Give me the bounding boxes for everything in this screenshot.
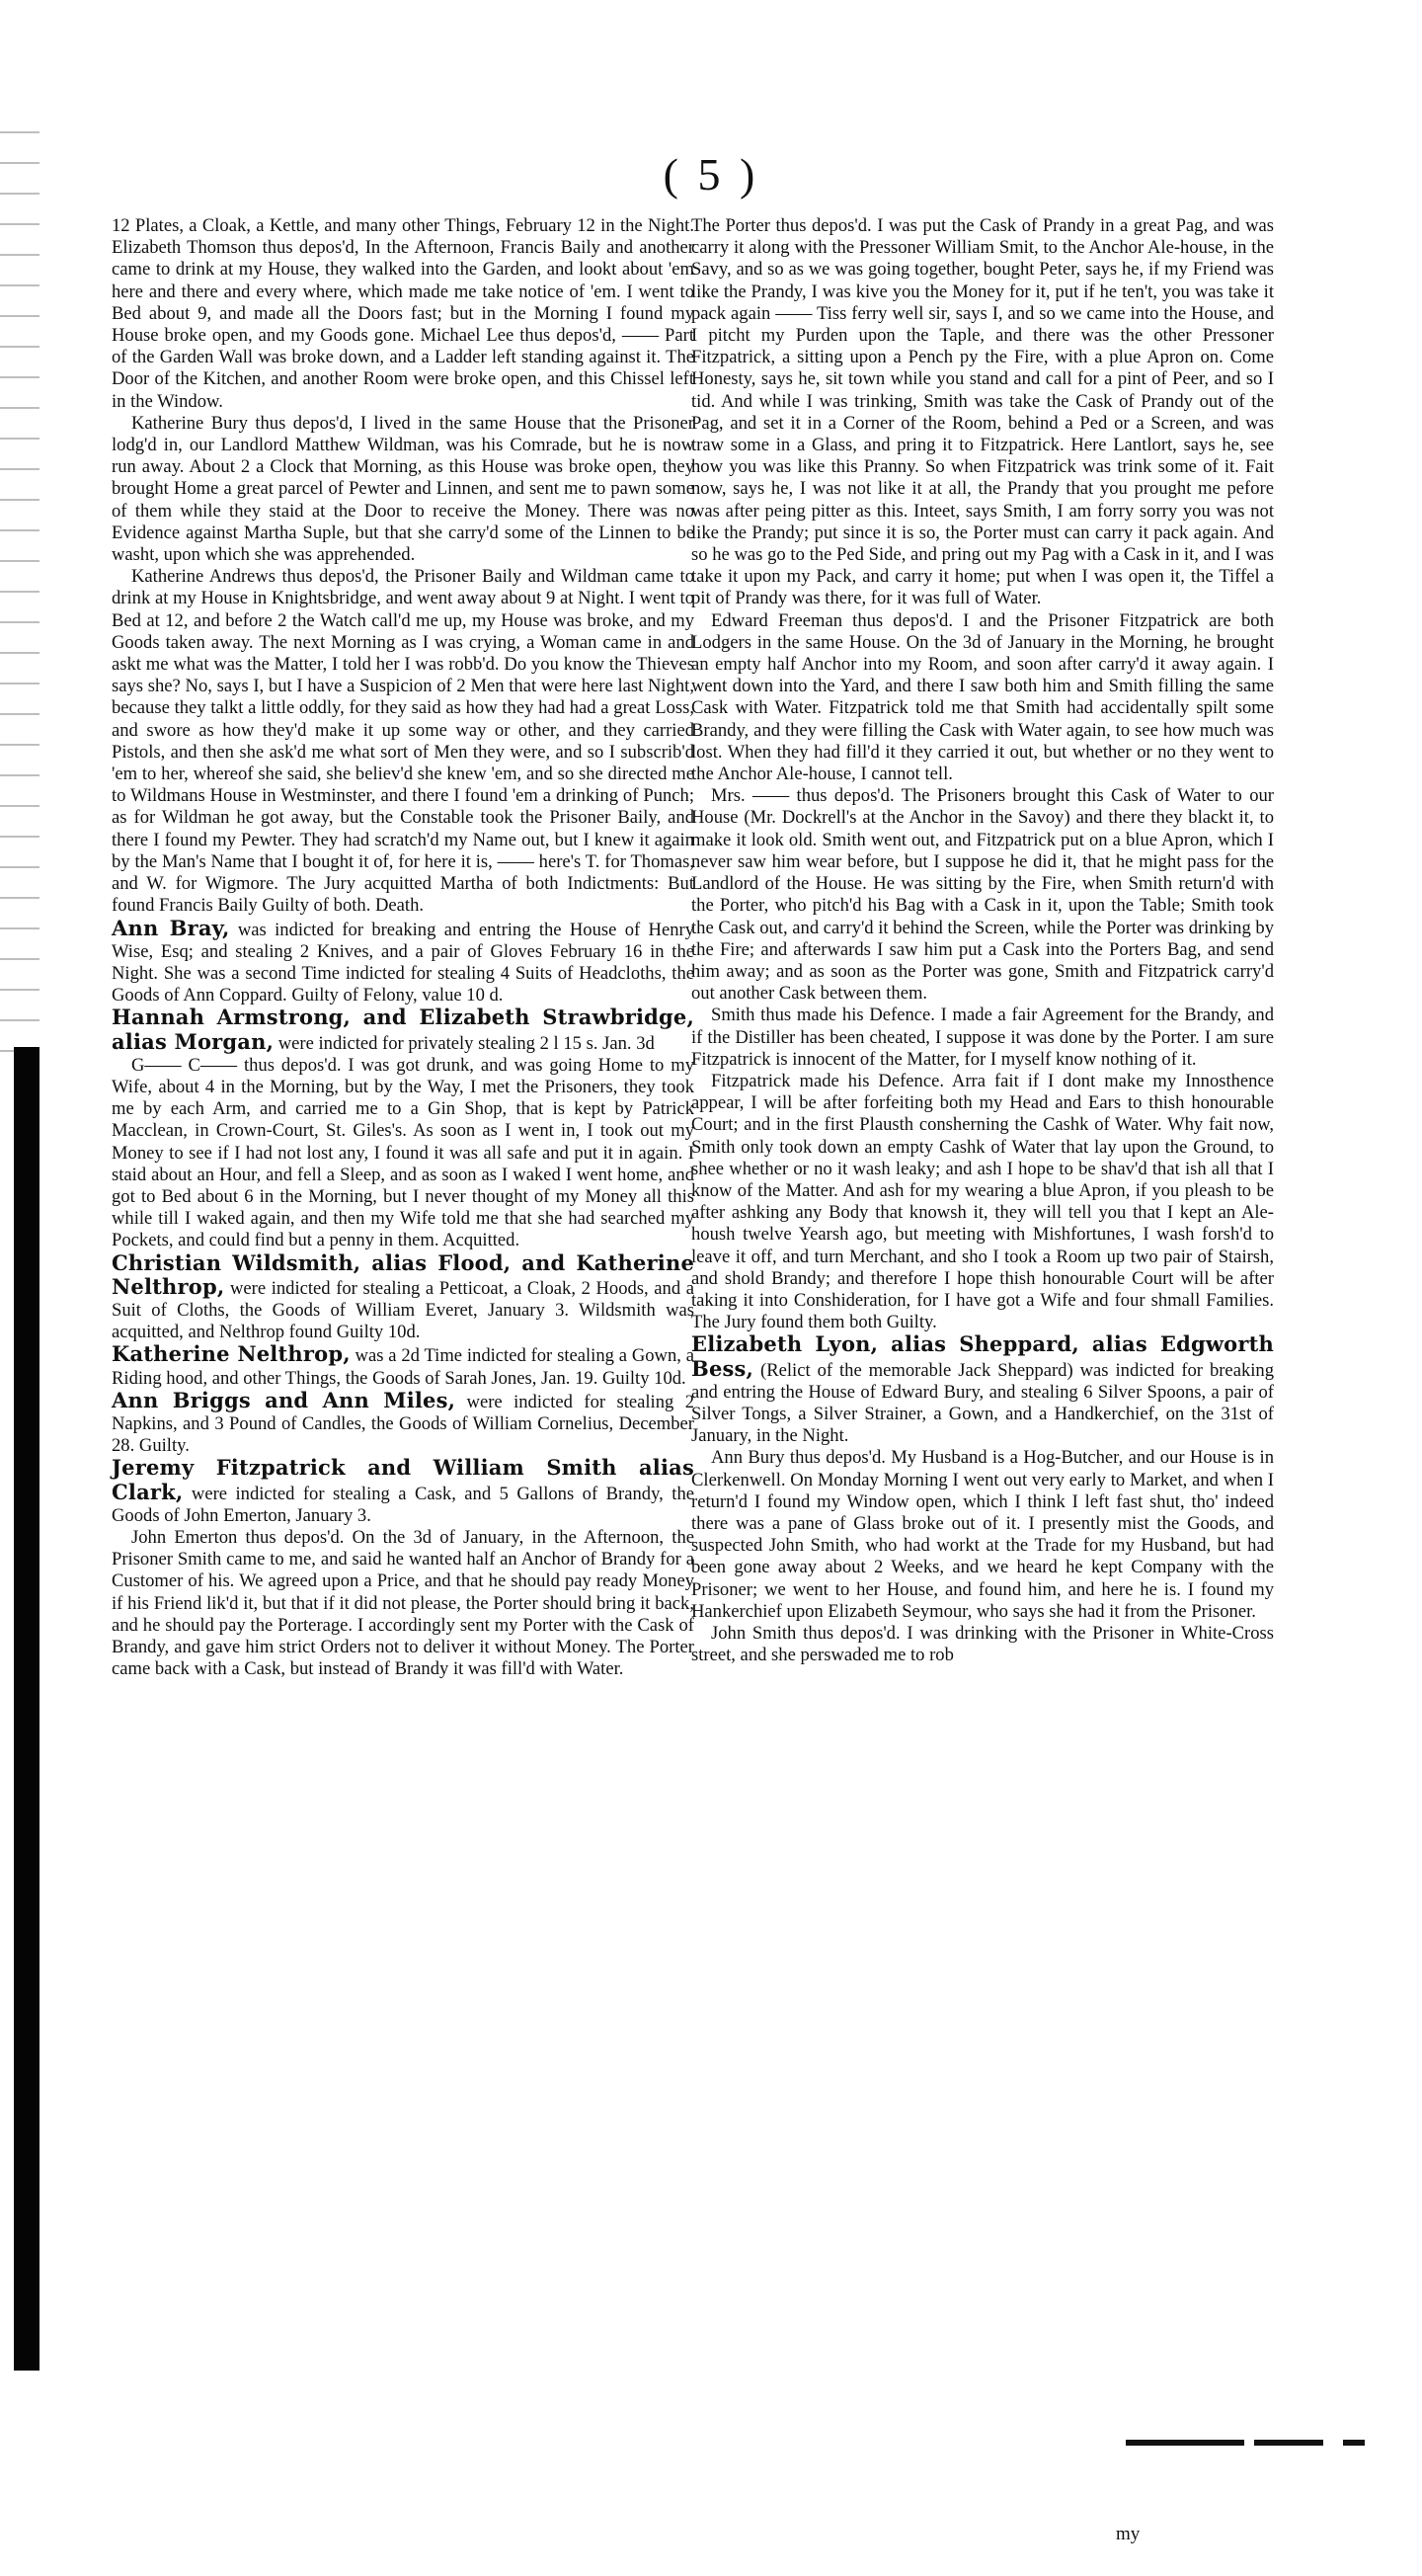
paragraph-emerton-deposition: John Emerton thus depos'd. On the 3d of January, in the Afternoon, the Prisoner Smith came to me, and said he wanted half an Anchor of Brandy for a Customer of his. We agreed upon a Price, and that he should pay ready Money if his Friend lik'd it, but that if it did not please, the Porter should bring it back, and he should pay the Porterage. I accordingly sent my Porter with the Cask of Brandy, and gave him strict Orders not to deliver it without Money. The Porter came back with a Cask, but instead of Brandy it was fill'd with Water.	[112, 1526, 694, 1680]
paragraph-smith-defence: Smith thus made his Defence. I made a fair Agreement for the Brandy, and if the Distiller has been cheated, I suppose it was done by the Porter. I am sure Fitzpatrick is innocent of the Matter, for I myself know nothing of it.	[691, 1005, 1274, 1070]
paragraph-andrews-deposition: Katherine Andrews thus depos'd, the Prisoner Baily and Wildman came to drink at my House in Knightsbridge, and went away about 9 at Night. I went to Bed at 12, and before 2 the Watch call'd me up, my House was broke, and my Goods taken away. The next Morning as I was crying, a Woman came in and askt me what was the Matter, I told her I was robb'd. Do you know the Thieves says she? No, says I, but I have a Suspicion of 2 Men that were here last Night, because they talkt a little oddly, for they said as how they had had a great Loss, and swore as how they'd make it up some way or other, and they carried Pistols, and then she ask'd me what sort of Men they were, and so I subscrib'd 'em to her, whereof she said, she believ'd she knew 'em, and so she directed me to Wildmans House in Westminster, and there I found 'em a drinking of Punch; as for Wildman he got away, but the Constable took the Prisoner Baily, and there I found my Pewter. They had scratch'd my Name out, but I knew it again by the Man's Name that I bought it of, for here it is, —— here's T. for Thomas, and W. for Wigmore. The Jury acquitted Martha of both Indictments: But found Francis Baily Guilty of both. Death.	[112, 566, 694, 917]
indictment-text: was indicted for breaking and entring the House of Henry Wise, Esq; and stealing 2 Knives, and a pair of Gloves February 16 in the Night. She was a second Time indicted for stealing 4 Suits of Headcloths, the Goods of Ann Coppard. Guilty of Felony, value 10 d.	[112, 919, 694, 1006]
defendant-name: Ann Briggs and Ann Miles,	[112, 1387, 456, 1412]
paragraph-fitzpatrick-defence: Fitzpatrick made his Defence. Arra fait if I dont make my Innosthence appear, I will be after forfeiting both my Head and Ears to thish honourable Court; and in the first Plausth consherning the Cashk of Water. Why fait now, Smith only took down an empty Cashk of Water that lay upon the Ground, to shee whether or no it wash leaky; and ash I hope to be shav'd that ish all that I know of the Matter. And ash for my wearing a blue Apron, if you pleash to be after ashking any Body that knowsh it, they will tell you that I kept an Ale-housh twelve Yearsh ago, but meeting with Mishfortunes, I wash forsh'd to leave it off, and turn Merchant, and sho I took a Room up two pair of Stairsh, and shold Brandy; and therefore I hope thish honourable Court will be after taking it into Conshideration, for I have got a Wife and four shmall Families. The Jury found them both Guilty.	[691, 1070, 1274, 1333]
paragraph-ann-bury-deposition: Ann Bury thus depos'd. My Husband is a Hog-Butcher, and our House is in Clerkenwell. On Monday Morning I went out very early to Market, and when I return'd I found my Window open, which I think I left fast shut, tho' indeed there was a pane of Glass broke out of it. I presently mist the Goods, and suspected John Smith, who had workt at the Trade for my Husband, but had been gone away about 2 Weeks, and we heard he kept Company with the Prisoner; we went to her House, and found him, and here he is. I found my Hankerchief upon Elizabeth Seymour, who says she had it from the Prisoner.	[691, 1447, 1274, 1622]
right-column	[691, 215, 1274, 1666]
left-column	[112, 215, 694, 1680]
page-spine-shadow	[0, 0, 47, 2576]
paragraph-gc-deposition: G—— C—— thus depos'd. I was got drunk, and was going Home to my Wife, about 4 in the Morning, but by the Way, I met the Prisoners, they took me by each Arm, and carried me to a Gin Shop, that is kept by Patrick Macclean, in Crown-Court, St. Giles's. As soon as I went in, I took out my Money to see if I had not lost any, I found it was all safe and put it in again. I staid about an Hour, and fell a Sleep, and as soon as I waked I went home, and got to Bed about 6 in the Morning, but I never thought of my Money all this while till I waked again, and then my Wife told me that she had searched my Pockets, and could find but a penny in them. Acquitted.	[112, 1054, 694, 1251]
paragraph-freeman-deposition: Edward Freeman thus depos'd. I and the Prisoner Fitzpatrick are both Lodgers in the same House. On the 3d of January in the Morning, he brought an empty half Anchor into my Room, and soon after carry'd it away again. I went down into the Yard, and there I saw both him and Smith filling the same Cask with Water. Fitzpatrick told me that Smith had accidentally spilt some Brandy, and they were filling the Cask with Water again, to see how much was lost. When they had fill'd it they carried it out, but whether or no they went to the Anchor Ale-house, I cannot tell.	[691, 609, 1274, 785]
paragraph-thomson-deposition: 12 Plates, a Cloak, a Kettle, and many other Things, February 12 in the Night. Elizabeth Thomson thus depos'd, In the Afternoon, Francis Baily and another came to drink at my House, they walked into the Garden, and lookt about 'em here and there and every where, which made me take notice of 'em. I went to Bed about 9, and made all the Doors fast; but in the Morning I found my House broke open, and my Goods gone. Michael Lee thus depos'd, —— Part of the Garden Wall was broke down, and a Ladder left standing against it. The Door of the Kitchen, and another Room were broke open, and this Chissel left in the Window.	[112, 215, 694, 412]
catchword: my	[1116, 2524, 1141, 2544]
indictment-text: (Relict of the memorable Jack Sheppard) was indicted for breaking and entring the House of Edward Bury, and stealing 6 Silver Spoons, a pair of Silver Tongs, a Silver Strainer, a Gown, and a Handkerchief, on the 31st of January, in the Night.	[691, 1359, 1274, 1447]
case-armstrong	[112, 1006, 694, 1054]
indictment-text: were indicted for privately stealing 2 l 15 s. Jan. 3d	[274, 1032, 655, 1054]
indictment-text: was a 2d Time indicted for stealing a Gown, a Riding hood, and other Things, the Goods of Sarah Jones, Jan. 19. Guilty 10d.	[112, 1345, 694, 1389]
paragraph-bury-deposition: Katherine Bury thus depos'd, I lived in the same House that the Prisoner lodg'd in, our Landlord Matthew Wildman, was his Comrade, but he is now run away. About 2 a Clock that Morning, as this House was broke open, they brought Home a great parcel of Pewter and Linnen, and sent me to pawn some of them while they staid at the Door to receive the Money. There was no Evidence against Martha Suple, but that she carry'd some of the Linnen to be washt, upon which she was apprehended.	[112, 412, 694, 566]
indictment-text: were indicted for stealing 2 Napkins, and 3 Pound of Candles, the Goods of William Cornelius, December 28. Guilty.	[112, 1391, 694, 1457]
bottom-rule	[1126, 2440, 1244, 2446]
defendant-name: Elizabeth Lyon, alias Sheppard, alias Edgworth Bess,	[691, 1331, 1274, 1381]
case-lyon	[691, 1333, 1274, 1447]
defendant-name: Ann Bray,	[112, 915, 230, 940]
spine-bar	[14, 1047, 40, 2371]
case-nelthrop	[112, 1343, 694, 1389]
paragraph-john-smith-deposition: John Smith thus depos'd. I was drinking with the Prisoner in White-Cross street, and she perswaded me to rob	[691, 1623, 1274, 1666]
bottom-rule	[1343, 2440, 1365, 2446]
indictment-text: were indicted for stealing a Petticoat, a Cloak, 2 Hoods, and a Suit of Cloths, the Goods of William Everet, January 3. Wildsmith was acquitted, and Nelthrop found Guilty 10d.	[112, 1277, 694, 1343]
paragraph-porter-deposition: The Porter thus depos'd. I was put the Cask of Prandy in a great Pag, and was carry it along with the Pressoner William Smit, to the Anchor Ale-house, in the Savy, and so as we was going together, bought Peter, says he, if my Friend was like the Prandy, I was kive you the Money for it, put if he ten't, you was take it pack again —— Tiss ferry well sir, says I, and so we came into the House, and I pitcht my Purden upon the Taple, and there was the other Pressoner Fitzpatrick, a sitting upon a Pench py the Fire, with a plue Apron on. Come Honesty, says he, sit town while you stand and call for a pint of Peer, and so I tid. And while I was trinking, Smith was take the Cask of Prandy out of the Pag, and set it in a Corner of the Room, behind a Ped or a Screen, and was traw some in a Glass, and pring it to Fitzpatrick. Here Lantlort, says he, see how you was like this Pranny. So when Fitzpatrick was trink some of it. Fait now, says he, I was not like it at all, the Prandy that you prought me pefore was after peing pitter as this. Inteet, says Smith, I am forry sorry you was not like the Prandy; put since it is so, the Porter must can carry it pack again. And so he was go to the Ped Side, and pring out my Pag with a Cask in it, and I was take it upon my Pack, and carry it home; put when I was open it, the Tiffel a pit of Prandy was there, for it was full of Water.	[691, 215, 1274, 609]
paragraph-mrs-deposition: Mrs. —— thus depos'd. The Prisoners brought this Cask of Water to our House (Mr. Dockrell's at the Anchor in the Savoy) and there they blackt it, to make it look old. Smith went out, and Fitzpatrick put on a blue Apron, which I never saw him wear before, but I suppose he did it, that he might pass for the Landlord of the House. He was sitting by the Fire, when Smith return'd with the Porter, who pitch'd his Bag with a Cask in it, upon the Table; Smith took the Cask out, and carry'd it behind the Screen, while the Porter was drinking by the Fire; and afterwards I saw him put a Cask into the Porters Bag, and send him away; and as soon as the Porter was gone, Smith and Fitzpatrick carry'd out another Cask between them.	[691, 785, 1274, 1005]
case-briggs	[112, 1387, 694, 1458]
defendant-name: Hannah Armstrong, and Elizabeth Strawbridge, alias Morgan,	[112, 1005, 694, 1054]
indictment-text: were indicted for stealing a Cask, and 5 Gallons of Brandy, the Goods of John Emerton, January 3.	[112, 1483, 694, 1526]
defendant-name: Christian Wildsmith, alias Flood, and Katherine Nelthrop,	[112, 1249, 694, 1299]
spine-specks	[0, 119, 40, 1057]
case-bray	[112, 915, 694, 1007]
page-number: ( 5 )	[663, 149, 759, 200]
defendant-name: Katherine Nelthrop,	[112, 1341, 351, 1367]
case-wildsmith	[112, 1249, 694, 1344]
defendant-name: Jeremy Fitzpatrick and William Smith alias Clark,	[112, 1455, 694, 1504]
bottom-rule	[1254, 2440, 1323, 2446]
case-fitzpatrick	[112, 1457, 694, 1527]
